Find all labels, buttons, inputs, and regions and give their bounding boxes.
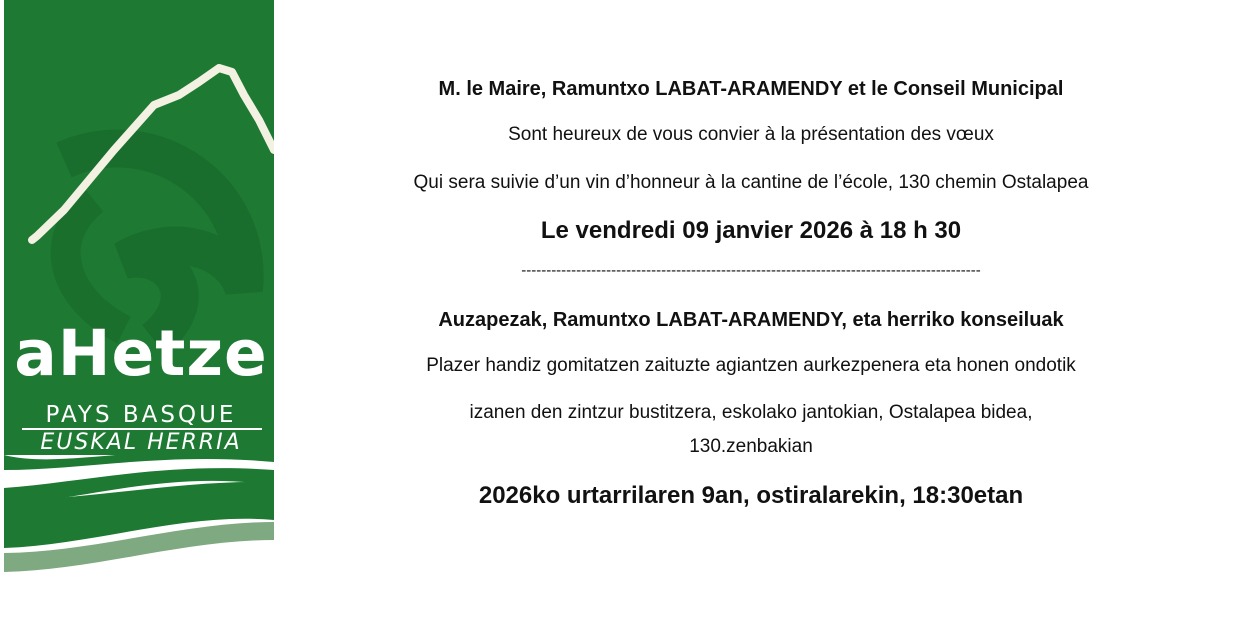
event-date-eu: 2026ko urtarrilaren 9an, ostiralarekin, 18:30etan xyxy=(478,482,1024,509)
ahetze-logo-artwork xyxy=(4,0,274,623)
hosts-eu: Auzapezak, Ramuntxo LABAT-ARAMENDY, eta herriko konseiluak xyxy=(438,309,1064,331)
logo-wordmark: aHetze xyxy=(14,317,268,390)
invite-line-eu-3: 130.zenbakian xyxy=(689,436,813,457)
hosts-fr: M. le Maire, Ramuntxo LABAT-ARAMENDY et le Conseil Municipal xyxy=(438,78,1064,100)
invitation-text xyxy=(280,0,1222,623)
logo-subtitle-eu: EUSKAL HERRIA xyxy=(40,430,242,455)
invite-line-eu-1: Plazer handiz gomitatzen zaituzte agiantzen aurkezpenera eta honen ondotik xyxy=(426,355,1076,376)
logo-subtitle-fr: PAYS BASQUE xyxy=(45,402,237,428)
invite-line-eu-2: izanen den zintzur bustitzera, eskolako jantokian, Ostalapea bidea, xyxy=(469,402,1033,423)
invite-line-fr-2: Qui sera suivie d’un vin d’honneur à la cantine de l’école, 130 chemin Ostalapea xyxy=(413,172,1089,193)
event-date-fr: Le vendredi 09 janvier 2026 à 18 h 30 xyxy=(540,217,962,244)
invite-line-fr-1: Sont heureux de vous convier à la présentation des vœux xyxy=(508,124,994,145)
ahetze-logo xyxy=(4,0,274,623)
language-separator: -------------------------------------------------------------------------------------------- xyxy=(521,262,981,279)
